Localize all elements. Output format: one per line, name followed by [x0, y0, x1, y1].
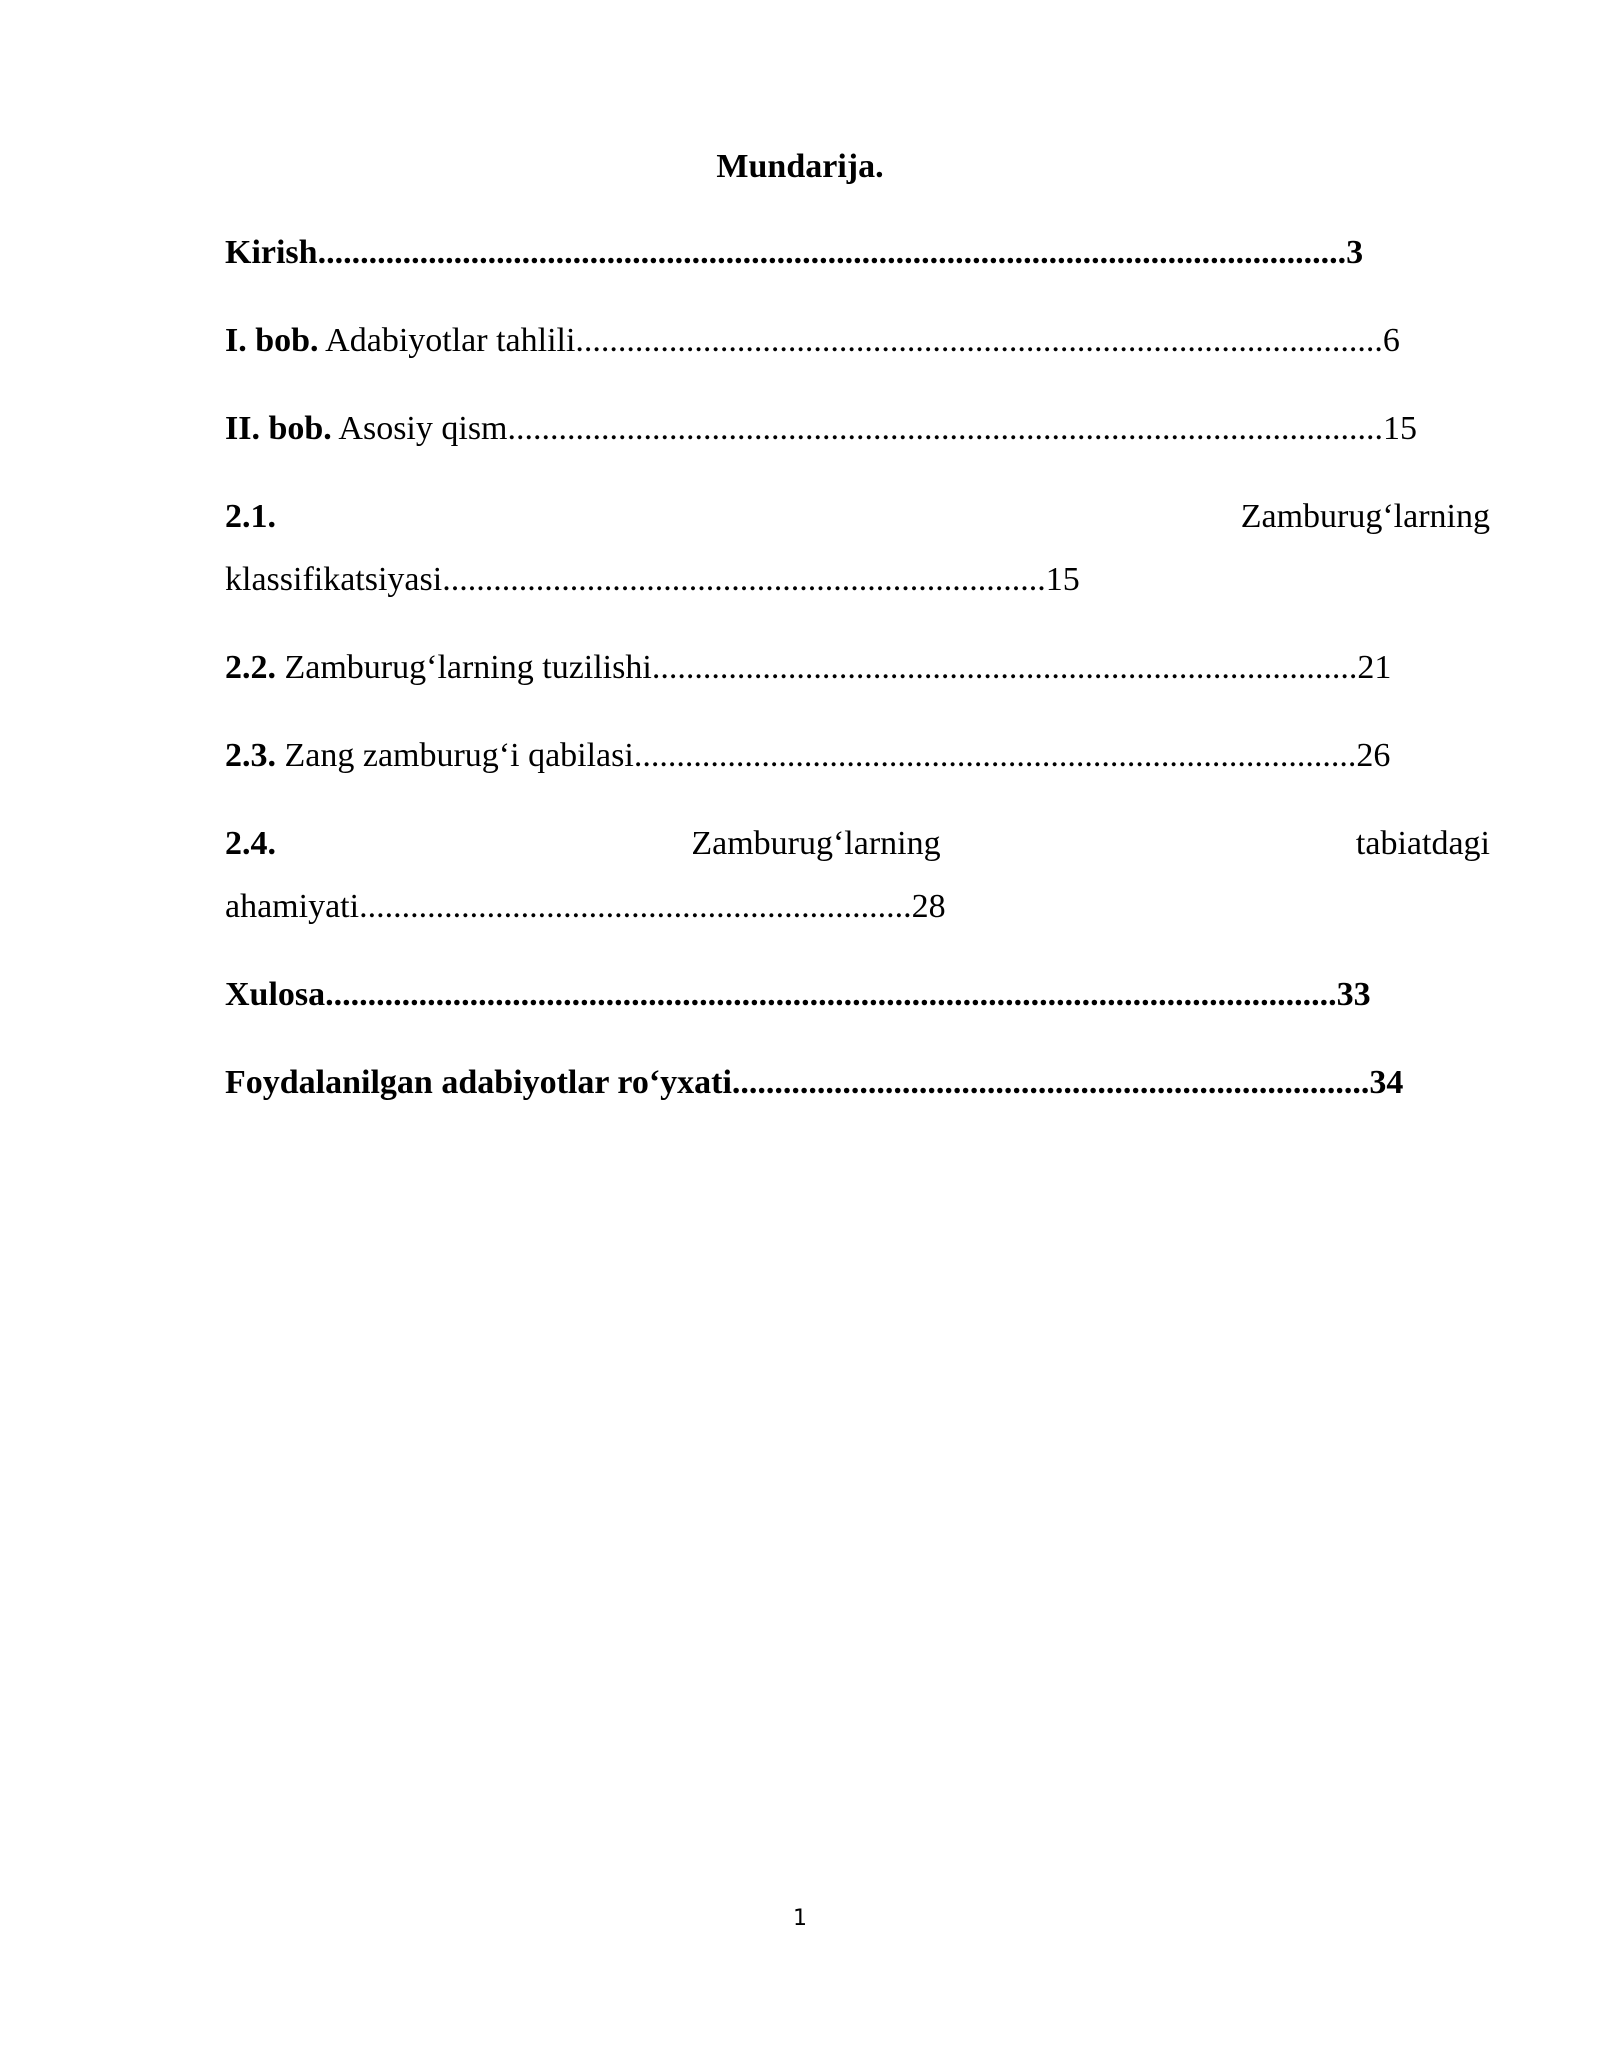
- toc-entry-label-word: tabiatdagi: [1355, 825, 1490, 862]
- toc-entry-2-2: [225, 648, 1391, 688]
- toc-entry-adabiyotlar: [225, 1063, 1403, 1103]
- toc-entry-xulosa: [225, 975, 1371, 1015]
- toc-entry-number: II. bob.: [225, 410, 332, 447]
- toc-entry-label: Zamburug‘larning: [1240, 498, 1490, 535]
- toc-page-number: 21: [1357, 649, 1392, 686]
- toc-leader-dots: .......................................................................................................................: [325, 976, 1337, 1013]
- toc-entry-2-1-first-line: [225, 497, 1490, 537]
- toc-entry-number: 2.4.: [225, 825, 276, 862]
- toc-entry-label-continued: ahamiyati: [225, 888, 360, 925]
- toc-page-number: 15: [1383, 410, 1417, 447]
- toc-entry-label: Zang zamburug‘i qabilasi: [276, 737, 634, 774]
- toc-entry-label: Kirish: [225, 234, 318, 271]
- toc-entry-bob2: [225, 409, 1417, 449]
- toc-entry-kirish: [225, 233, 1363, 273]
- toc-leader-dots: ...................................................................................: [651, 649, 1358, 686]
- toc-entry-label: Adabiyotlar tahlili: [318, 322, 576, 359]
- toc-page-number: 26: [1356, 737, 1391, 774]
- toc-entry-number: I. bob.: [225, 322, 319, 359]
- toc-page-number: 28: [911, 888, 946, 925]
- toc-entry-label: Asosiy qism: [331, 410, 508, 447]
- toc-page-number: 3: [1346, 234, 1364, 271]
- toc-entry-2-1-second-line: [225, 560, 1080, 600]
- toc-leader-dots: .........................................................................................................................: [317, 234, 1347, 271]
- toc-leader-dots: ...........................................................................: [731, 1064, 1370, 1101]
- toc-entry-label: Xulosa: [225, 976, 326, 1013]
- toc-entry-number: 2.2.: [225, 649, 276, 686]
- toc-entry-number: 2.3.: [225, 737, 276, 774]
- toc-page-number: 6: [1382, 322, 1400, 359]
- toc-entry-label: Zamburug‘larning tuzilishi: [276, 649, 652, 686]
- toc-entry-2-4-second-line: [225, 887, 946, 927]
- toc-leader-dots: .................................................................: [359, 888, 912, 925]
- toc-page-number: 33: [1336, 976, 1371, 1013]
- toc-page-number: 34: [1369, 1064, 1404, 1101]
- toc-leader-dots: .......................................................................: [442, 561, 1046, 598]
- page-title: Mundarija.: [716, 148, 884, 185]
- toc-entry-2-3: [225, 736, 1390, 776]
- toc-entry-label-continued: klassifikatsiyasi: [225, 561, 443, 598]
- toc-leader-dots: .......................................................................................................: [507, 410, 1383, 447]
- toc-entry-label: Foydalanilgan adabiyotlar ro‘yxati: [225, 1064, 732, 1101]
- page-number-footer: 1: [793, 1906, 807, 1931]
- toc-entry-bob1: [225, 321, 1400, 361]
- toc-entry-label-word: Zamburug‘larning: [691, 825, 941, 862]
- toc-page-number: 15: [1045, 561, 1080, 598]
- toc-entry-number: 2.1.: [225, 498, 276, 535]
- toc-leader-dots: .....................................................................................: [633, 737, 1357, 774]
- toc-entry-2-4-first-line: [225, 824, 1490, 864]
- toc-leader-dots: ...............................................................................................: [575, 322, 1383, 359]
